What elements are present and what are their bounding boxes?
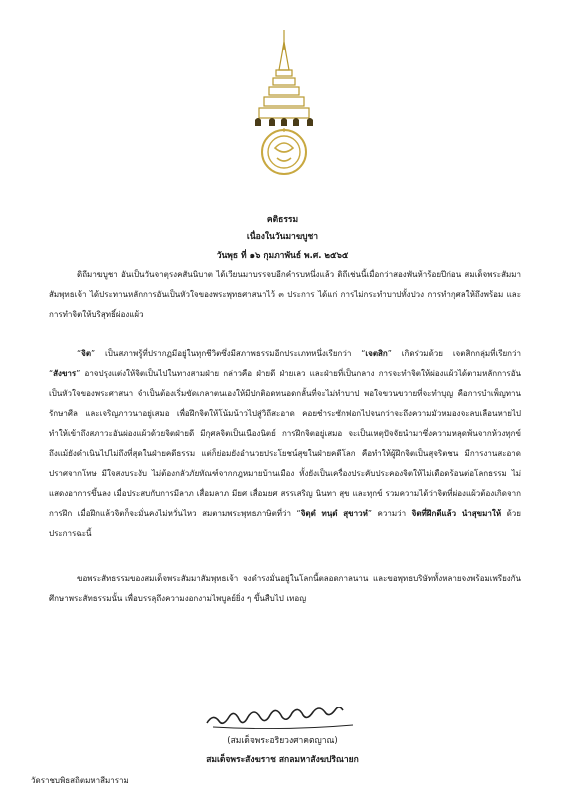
signatory-title: สมเด็จพระสังฆราช สกลมหาสังฆปริณายก xyxy=(206,755,359,765)
quote-meaning: จิตที่ฝึกดีแล้ว นำสุขมาให้ xyxy=(411,509,502,518)
term-jetasik: เจตสิก xyxy=(365,349,388,358)
paragraph-text: ” ความว่า xyxy=(367,509,412,518)
paragraph-text: ” เป็นสภาพรู้ที่ปรากฏมีอยู่ในทุกชีวิตซึ่งมีสภาพธรรมอีกประเภทหนึ่งเรียกว่า “ xyxy=(91,349,366,358)
paragraph-text: “ xyxy=(77,349,82,358)
paragraph-text: ” เกิดร่วมด้วย เจตสิกกลุ่มที่เรียกว่า “ xyxy=(49,349,522,378)
term-sankhara: สังขาร xyxy=(53,369,77,378)
royal-crown-emblem-icon xyxy=(245,28,323,178)
paragraph-intro: ดิถีมาฆบูชา อันเป็นวันจาตุรงคสันนิบาต ได้เวียนมาบรรจบอีกคำรบหนึ่งแล้ว ดิถีเช่นนี้เมื่อกว่าสองพันห้าร้อยปีก่อน สมเด็จพระสัมมาสัมพุทธเจ้า ได้ประทานหลักการอันเป็นหัวใจของพระพุทธศาสนาไว้ ๓ ประการ ได้แก่ การไม่กระทำบาปทั้งปวง การทำกุศลให้ถึงพร้อม และการทำจิตให้บริสุทธิ์ผ่องแผ้ว xyxy=(49,270,521,319)
paragraph-text: ” อาจปรุงแต่งให้จิตเป็นไปในทางสามฝ่าย กล่าวคือ ฝ่ายดี ฝ่ายเลว และฝ่ายที่เป็นกลาง การจะทำจิตให้ผ่องแผ้วได้ตามหลักการอันเป็นหัวใจของพระศาสนา จำเป็นต้องเริ่มขัดเกลาตนเองให้มีปกติอดทนอดกลั้นที่จะไม่ทำบาป พอใจขวนขวายที่จะทำบุญ คือการบำเพ็ญทาน รักษาศีล และเจริญภาวนาอยู่เสมอ เพื่อฝึกจิตให้โน้มน้าวไปสู่วิถีสะอาด คอยชำระซักฟอกไปจนกว่าจะถึงความมัวหมองจะลบเลือนหายไป ทำให้เข้าถึงสภาวะอันผ่องแผ้วด้วยจิตฝ่ายดี มีกุศลจิตเป็นเนืองนิตย์ การฝึกจิตอยู่เสมอ จะเป็นเหตุปัจจัยนำมาซึ่งความหลุดพ้นจากห้วงทุกข์ ถึงแม้ยังดำเนินไปไม่ถึงที่สุดในฝ่ายคดีธรรม แต่ก็ย่อมยังอำนวยประโยชน์สุขในฝ่ายคดีโลก คือทำให้ผู้ฝึกจิตเป็นสุจริตชน มีการงานสะอาดปราศจากโทษ มีใจสงบระงับ ไม่ต้องกลัวภัยทัณฑ์จากกฎหมายบ้านเมือง ทั้งยังเป็นเครื่องประคับประคองจิตให้ไม่เดือดร้อนต่อโลกธรรม ไม่แสดงอาการขึ้นลง เมื่อประสบกับการมีลาภ เสื่อมลาภ มียศ เสื่อมยศ สรรเสริญ นินทา สุข และทุกข์ รวมความได้ว่าจิตที่ผ่องแผ้วต้องเกิดจากการฝึก เมื่อฝึกแล้วจิตก็จะมั่นคงไม่หวั่นไหว สมตามพระพุทธภาษิตที่ว่า “ xyxy=(49,369,521,518)
paragraph-text: ด้วยประการฉะนี้ xyxy=(49,509,521,538)
paragraph-body xyxy=(49,344,521,544)
occasion-subtitle: เนื่องในวันมาฆบูชา xyxy=(246,232,319,242)
pali-quote: จิตฺตํ ทนฺตํ สุขาวหํ xyxy=(300,509,368,518)
handwritten-signature-icon xyxy=(203,707,363,733)
footer-place: วัดราชบพิธสถิตมหาสีมาราม xyxy=(31,776,129,785)
paragraph-blessing: ขอพระสัทธรรมของสมเด็จพระสัมมาสัมพุทธเจ้า จงดำรงมั่นอยู่ในโลกนี้ตลอดกาลนาน และขอพุทธบริษัททั้งหลายจงพร้อมเพรียงกันศึกษาพระสัทธรรมนั้น เพื่อบรรลุถึงความงอกงามไพบูลย์ยิ่ง ๆ ขึ้นสืบไป เทอญ xyxy=(49,574,521,603)
document-title: คติธรรม xyxy=(266,215,299,225)
signatory-name: (สมเด็จพระอริยวงศาคตญาณ) xyxy=(227,736,338,746)
term-jit: จิต xyxy=(81,349,92,358)
document-date: วันพุธ ที่ ๑๖ กุมภาพันธ์ พ.ศ. ๒๕๖๕ xyxy=(216,251,349,261)
